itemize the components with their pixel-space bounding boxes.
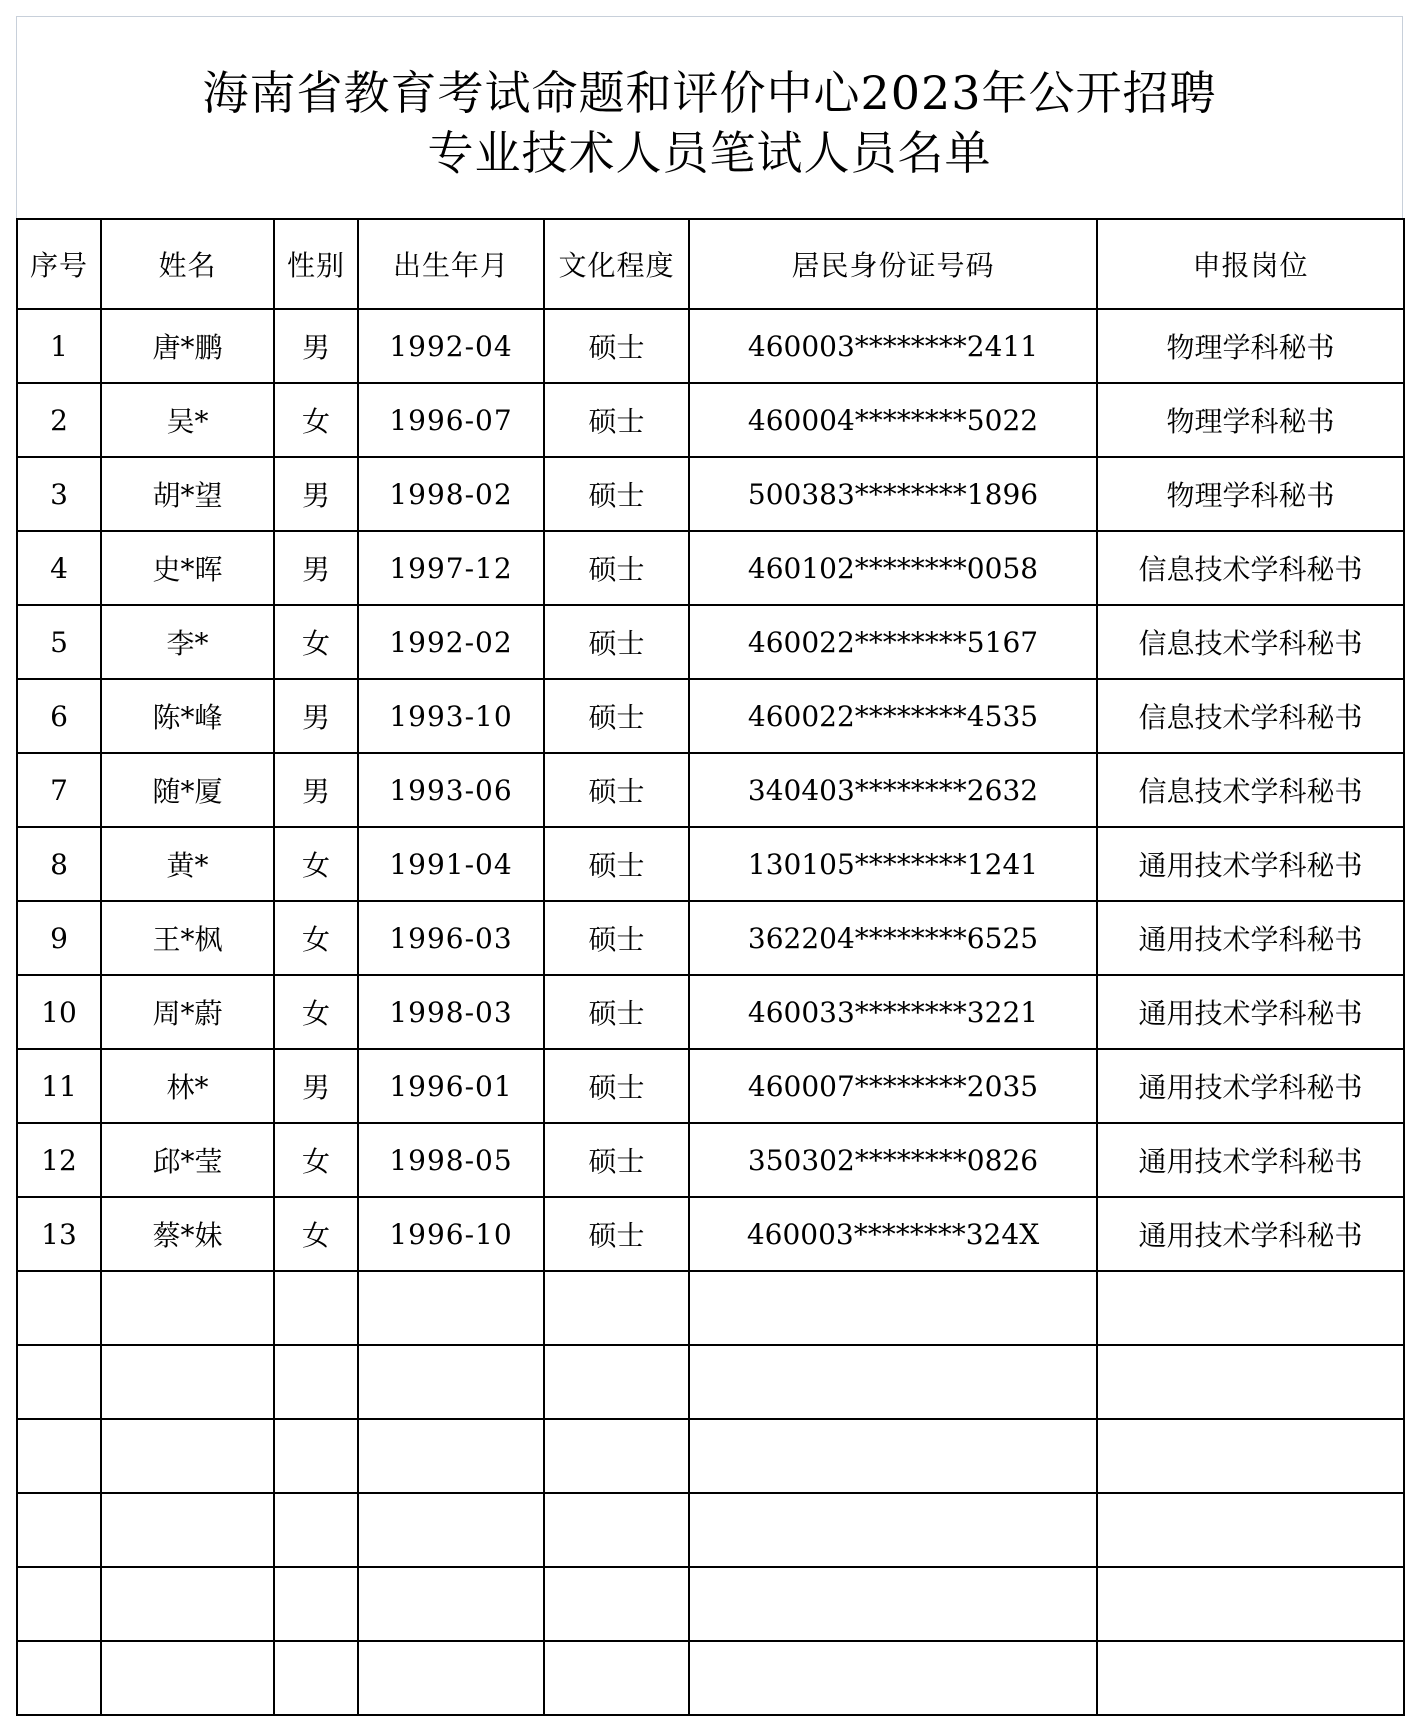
- cell-birth: 1996-10: [358, 1197, 544, 1271]
- cell-id-number: 500383********1896: [689, 457, 1097, 531]
- cell-position: 通用技术学科秘书: [1097, 1049, 1404, 1123]
- empty-table-row: [17, 1419, 1404, 1493]
- table-row: [17, 605, 1404, 679]
- table-row: [17, 753, 1404, 827]
- cell-id-number: 460004********5022: [689, 383, 1097, 457]
- empty-cell: [1097, 1641, 1404, 1715]
- empty-cell: [689, 1641, 1097, 1715]
- empty-cell: [358, 1493, 544, 1567]
- cell-gender: 女: [274, 827, 358, 901]
- empty-cell: [1097, 1567, 1404, 1641]
- cell-birth: 1992-04: [358, 309, 544, 383]
- cell-birth: 1998-05: [358, 1123, 544, 1197]
- cell-education: 硕士: [544, 383, 689, 457]
- empty-cell: [274, 1271, 358, 1345]
- empty-cell: [1097, 1345, 1404, 1419]
- cell-birth: 1993-06: [358, 753, 544, 827]
- cell-seq: 6: [17, 679, 101, 753]
- cell-name: 王*枫: [101, 901, 274, 975]
- cell-name: 周*蔚: [101, 975, 274, 1049]
- header-gender: 性别: [274, 219, 358, 309]
- empty-cell: [17, 1271, 101, 1345]
- cell-education: 硕士: [544, 1049, 689, 1123]
- empty-cell: [544, 1493, 689, 1567]
- cell-gender: 女: [274, 901, 358, 975]
- cell-education: 硕士: [544, 679, 689, 753]
- header-birth: 出生年月: [358, 219, 544, 309]
- header-seq: 序号: [17, 219, 101, 309]
- cell-position: 通用技术学科秘书: [1097, 901, 1404, 975]
- table-row: [17, 383, 1404, 457]
- cell-position: 通用技术学科秘书: [1097, 827, 1404, 901]
- header-row: [17, 219, 1404, 309]
- cell-gender: 女: [274, 975, 358, 1049]
- table-row: [17, 975, 1404, 1049]
- cell-id-number: 460003********2411: [689, 309, 1097, 383]
- empty-cell: [544, 1419, 689, 1493]
- empty-cell: [689, 1567, 1097, 1641]
- cell-education: 硕士: [544, 1197, 689, 1271]
- table-row: [17, 531, 1404, 605]
- cell-seq: 2: [17, 383, 101, 457]
- empty-table-row: [17, 1641, 1404, 1715]
- empty-cell: [689, 1271, 1097, 1345]
- empty-cell: [358, 1271, 544, 1345]
- cell-position: 通用技术学科秘书: [1097, 1197, 1404, 1271]
- cell-seq: 10: [17, 975, 101, 1049]
- cell-seq: 4: [17, 531, 101, 605]
- header-id-number: 居民身份证号码: [689, 219, 1097, 309]
- cell-seq: 7: [17, 753, 101, 827]
- header-position: 申报岗位: [1097, 219, 1404, 309]
- cell-birth: 1992-02: [358, 605, 544, 679]
- empty-cell: [17, 1419, 101, 1493]
- cell-gender: 男: [274, 753, 358, 827]
- title-line-2: 专业技术人员笔试人员名单: [427, 126, 992, 180]
- empty-cell: [358, 1345, 544, 1419]
- empty-cell: [17, 1345, 101, 1419]
- cell-id-number: 460022********5167: [689, 605, 1097, 679]
- cell-gender: 女: [274, 383, 358, 457]
- cell-position: 信息技术学科秘书: [1097, 679, 1404, 753]
- empty-cell: [274, 1419, 358, 1493]
- cell-position: 通用技术学科秘书: [1097, 975, 1404, 1049]
- candidate-table: [16, 218, 1405, 1716]
- title-block: [16, 16, 1403, 218]
- empty-cell: [101, 1271, 274, 1345]
- cell-name: 随*厦: [101, 753, 274, 827]
- empty-cell: [1097, 1493, 1404, 1567]
- table-row: [17, 457, 1404, 531]
- empty-cell: [101, 1567, 274, 1641]
- cell-id-number: 460102********0058: [689, 531, 1097, 605]
- cell-id-number: 362204********6525: [689, 901, 1097, 975]
- cell-birth: 1997-12: [358, 531, 544, 605]
- cell-name: 吴*: [101, 383, 274, 457]
- cell-id-number: 460033********3221: [689, 975, 1097, 1049]
- cell-name: 陈*峰: [101, 679, 274, 753]
- table-row: [17, 901, 1404, 975]
- cell-position: 物理学科秘书: [1097, 457, 1404, 531]
- cell-name: 胡*望: [101, 457, 274, 531]
- empty-cell: [101, 1419, 274, 1493]
- cell-name: 邱*莹: [101, 1123, 274, 1197]
- empty-cell: [358, 1567, 544, 1641]
- empty-cell: [689, 1419, 1097, 1493]
- cell-seq: 5: [17, 605, 101, 679]
- title-line-1: 海南省教育考试命题和评价中心2023年公开招聘: [202, 66, 1217, 120]
- cell-seq: 3: [17, 457, 101, 531]
- cell-id-number: 460007********2035: [689, 1049, 1097, 1123]
- cell-position: 通用技术学科秘书: [1097, 1123, 1404, 1197]
- empty-cell: [689, 1345, 1097, 1419]
- empty-cell: [101, 1493, 274, 1567]
- empty-cell: [274, 1345, 358, 1419]
- cell-birth: 1998-03: [358, 975, 544, 1049]
- empty-table-row: [17, 1567, 1404, 1641]
- empty-cell: [544, 1345, 689, 1419]
- table-body: [17, 309, 1404, 1715]
- cell-id-number: 350302********0826: [689, 1123, 1097, 1197]
- cell-position: 信息技术学科秘书: [1097, 753, 1404, 827]
- table-row: [17, 1197, 1404, 1271]
- cell-name: 蔡*妹: [101, 1197, 274, 1271]
- cell-seq: 11: [17, 1049, 101, 1123]
- cell-gender: 男: [274, 309, 358, 383]
- cell-position: 信息技术学科秘书: [1097, 605, 1404, 679]
- cell-name: 李*: [101, 605, 274, 679]
- empty-cell: [1097, 1419, 1404, 1493]
- cell-name: 史*晖: [101, 531, 274, 605]
- cell-birth: 1993-10: [358, 679, 544, 753]
- cell-id-number: 130105********1241: [689, 827, 1097, 901]
- cell-gender: 女: [274, 1197, 358, 1271]
- empty-table-row: [17, 1271, 1404, 1345]
- table-row: [17, 827, 1404, 901]
- cell-education: 硕士: [544, 975, 689, 1049]
- table-row: [17, 309, 1404, 383]
- cell-seq: 1: [17, 309, 101, 383]
- cell-education: 硕士: [544, 1123, 689, 1197]
- empty-cell: [544, 1641, 689, 1715]
- cell-gender: 男: [274, 531, 358, 605]
- cell-birth: 1996-01: [358, 1049, 544, 1123]
- empty-table-row: [17, 1493, 1404, 1567]
- cell-seq: 8: [17, 827, 101, 901]
- cell-name: 唐*鹏: [101, 309, 274, 383]
- cell-birth: 1996-07: [358, 383, 544, 457]
- cell-birth: 1998-02: [358, 457, 544, 531]
- cell-name: 林*: [101, 1049, 274, 1123]
- document-sheet: [16, 16, 1403, 1714]
- cell-education: 硕士: [544, 827, 689, 901]
- cell-gender: 女: [274, 1123, 358, 1197]
- header-name: 姓名: [101, 219, 274, 309]
- empty-cell: [101, 1345, 274, 1419]
- empty-cell: [358, 1419, 544, 1493]
- cell-birth: 1996-03: [358, 901, 544, 975]
- table-row: [17, 679, 1404, 753]
- empty-cell: [358, 1641, 544, 1715]
- cell-position: 信息技术学科秘书: [1097, 531, 1404, 605]
- empty-cell: [274, 1641, 358, 1715]
- cell-birth: 1991-04: [358, 827, 544, 901]
- cell-seq: 9: [17, 901, 101, 975]
- cell-education: 硕士: [544, 457, 689, 531]
- cell-education: 硕士: [544, 309, 689, 383]
- cell-position: 物理学科秘书: [1097, 383, 1404, 457]
- cell-gender: 女: [274, 605, 358, 679]
- table-row: [17, 1123, 1404, 1197]
- table-row: [17, 1049, 1404, 1123]
- cell-gender: 男: [274, 457, 358, 531]
- empty-cell: [17, 1567, 101, 1641]
- cell-seq: 13: [17, 1197, 101, 1271]
- empty-cell: [17, 1493, 101, 1567]
- empty-table-row: [17, 1345, 1404, 1419]
- empty-cell: [1097, 1271, 1404, 1345]
- empty-cell: [274, 1567, 358, 1641]
- empty-cell: [17, 1641, 101, 1715]
- header-education: 文化程度: [544, 219, 689, 309]
- empty-cell: [544, 1271, 689, 1345]
- cell-education: 硕士: [544, 531, 689, 605]
- cell-gender: 男: [274, 679, 358, 753]
- cell-education: 硕士: [544, 753, 689, 827]
- cell-seq: 12: [17, 1123, 101, 1197]
- cell-education: 硕士: [544, 901, 689, 975]
- cell-education: 硕士: [544, 605, 689, 679]
- empty-cell: [274, 1493, 358, 1567]
- cell-name: 黄*: [101, 827, 274, 901]
- cell-id-number: 340403********2632: [689, 753, 1097, 827]
- empty-cell: [544, 1567, 689, 1641]
- cell-id-number: 460022********4535: [689, 679, 1097, 753]
- cell-id-number: 460003********324X: [689, 1197, 1097, 1271]
- empty-cell: [689, 1493, 1097, 1567]
- empty-cell: [101, 1641, 274, 1715]
- cell-gender: 男: [274, 1049, 358, 1123]
- cell-position: 物理学科秘书: [1097, 309, 1404, 383]
